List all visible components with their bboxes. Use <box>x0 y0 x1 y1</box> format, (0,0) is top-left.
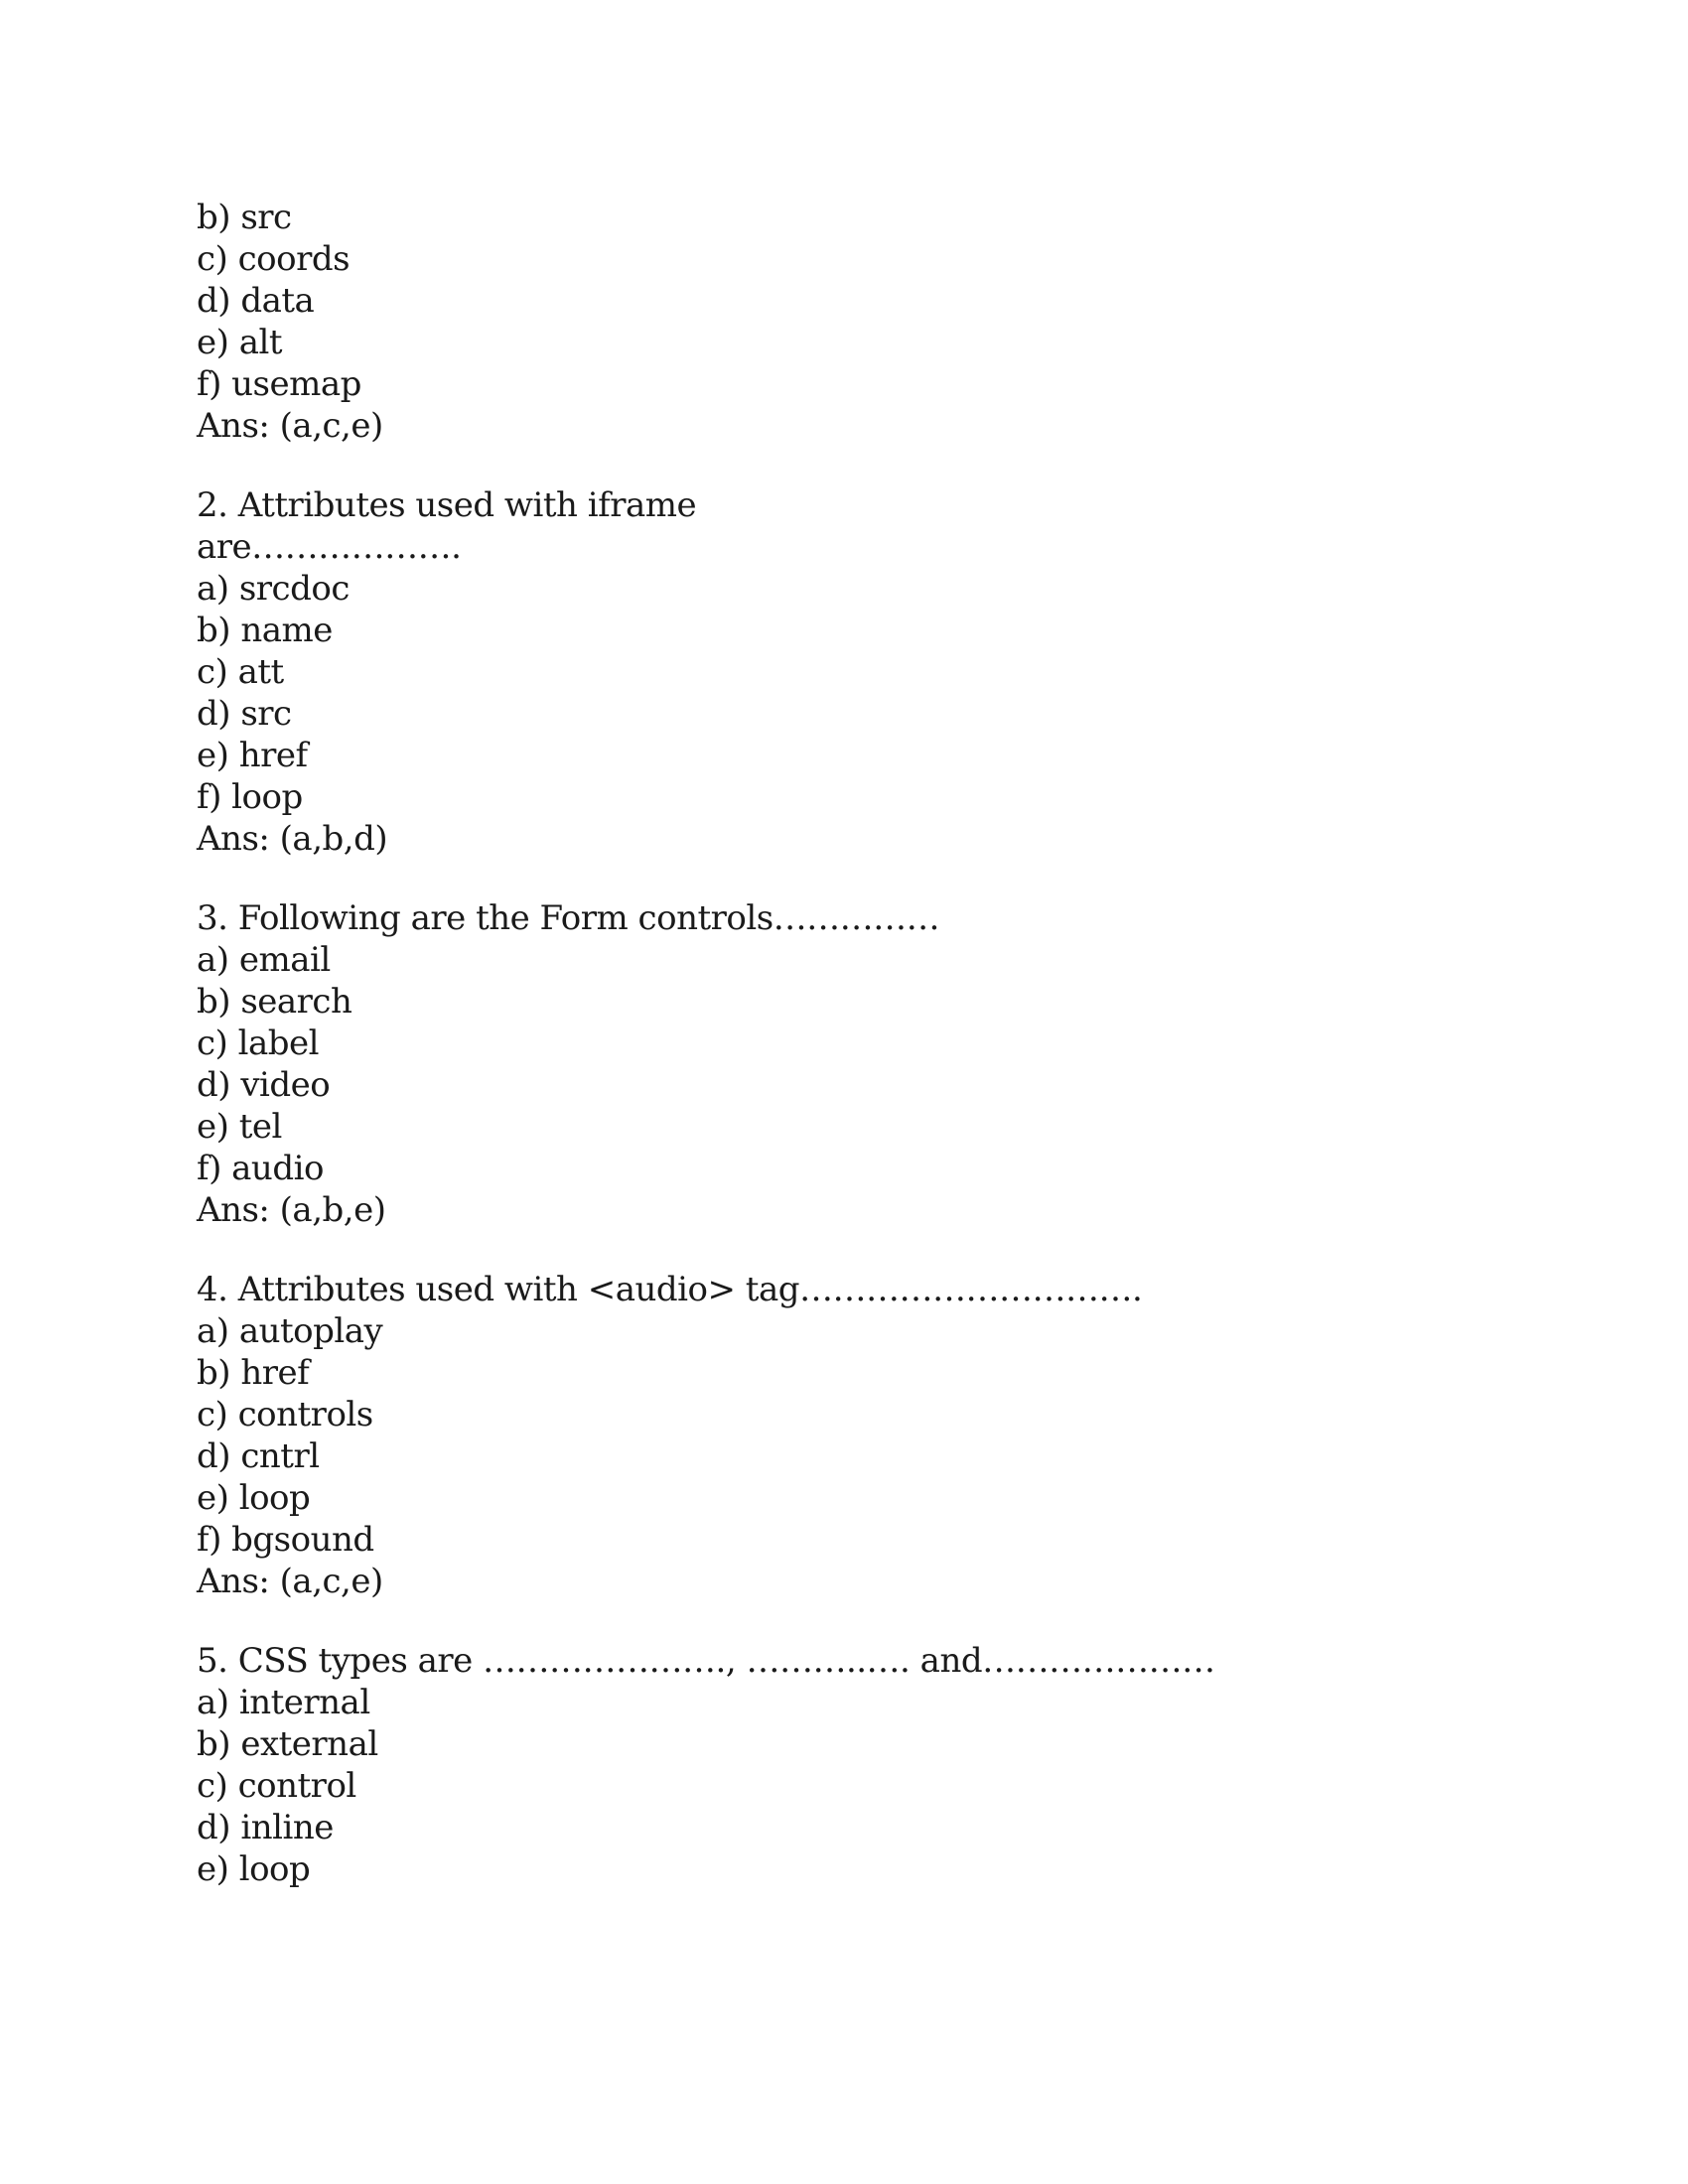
option-b: b) src <box>197 198 292 237</box>
option-f: f) audio <box>197 1149 324 1188</box>
option-a: a) internal <box>197 1683 370 1722</box>
option-f: f) loop <box>197 777 303 817</box>
option-a: a) autoplay <box>197 1311 383 1351</box>
answer: Ans: (a,b,e) <box>197 1190 386 1230</box>
option-e: e) alt <box>197 323 283 362</box>
option-f: f) bgsound <box>197 1520 374 1560</box>
option-a: a) srcdoc <box>197 569 350 609</box>
option-a: a) email <box>197 940 331 980</box>
answer: Ans: (a,c,e) <box>197 406 383 446</box>
answer: Ans: (a,c,e) <box>197 1562 383 1601</box>
option-c: c) att <box>197 652 284 692</box>
option-d: d) src <box>197 694 292 734</box>
question-text-continued: are………………. <box>197 527 462 567</box>
question-text: 4. Attributes used with <audio> tag…………………………. <box>197 1270 1143 1309</box>
question-text: 3. Following are the Form controls…………… <box>197 898 940 938</box>
option-e: e) loop <box>197 1849 311 1889</box>
option-c: c) controls <box>197 1395 373 1434</box>
option-d: d) inline <box>197 1808 334 1847</box>
option-b: b) href <box>197 1353 310 1393</box>
quiz-content <box>197 197 1487 1928</box>
option-c: c) label <box>197 1024 320 1063</box>
option-c: c) coords <box>197 239 351 279</box>
option-b: b) search <box>197 982 352 1022</box>
option-b: b) name <box>197 611 333 650</box>
option-b: b) external <box>197 1724 378 1764</box>
option-d: d) data <box>197 281 315 321</box>
question-text: 2. Attributes used with iframe <box>197 485 697 525</box>
question-text: 5. CSS types are …………………., ………..…. and………………… <box>197 1641 1215 1681</box>
answer: Ans: (a,b,d) <box>197 819 388 859</box>
option-e: e) tel <box>197 1107 282 1147</box>
question-block-4 <box>197 1269 1487 1602</box>
option-d: d) video <box>197 1065 331 1105</box>
question-block-1 <box>197 197 1487 447</box>
option-f: f) usemap <box>197 364 361 404</box>
option-e: e) loop <box>197 1478 311 1518</box>
question-block-5 <box>197 1640 1487 1890</box>
option-c: c) control <box>197 1766 356 1806</box>
option-e: e) href <box>197 736 308 775</box>
question-block-2 <box>197 484 1487 860</box>
option-d: d) cntrl <box>197 1436 320 1476</box>
question-block-3 <box>197 897 1487 1231</box>
